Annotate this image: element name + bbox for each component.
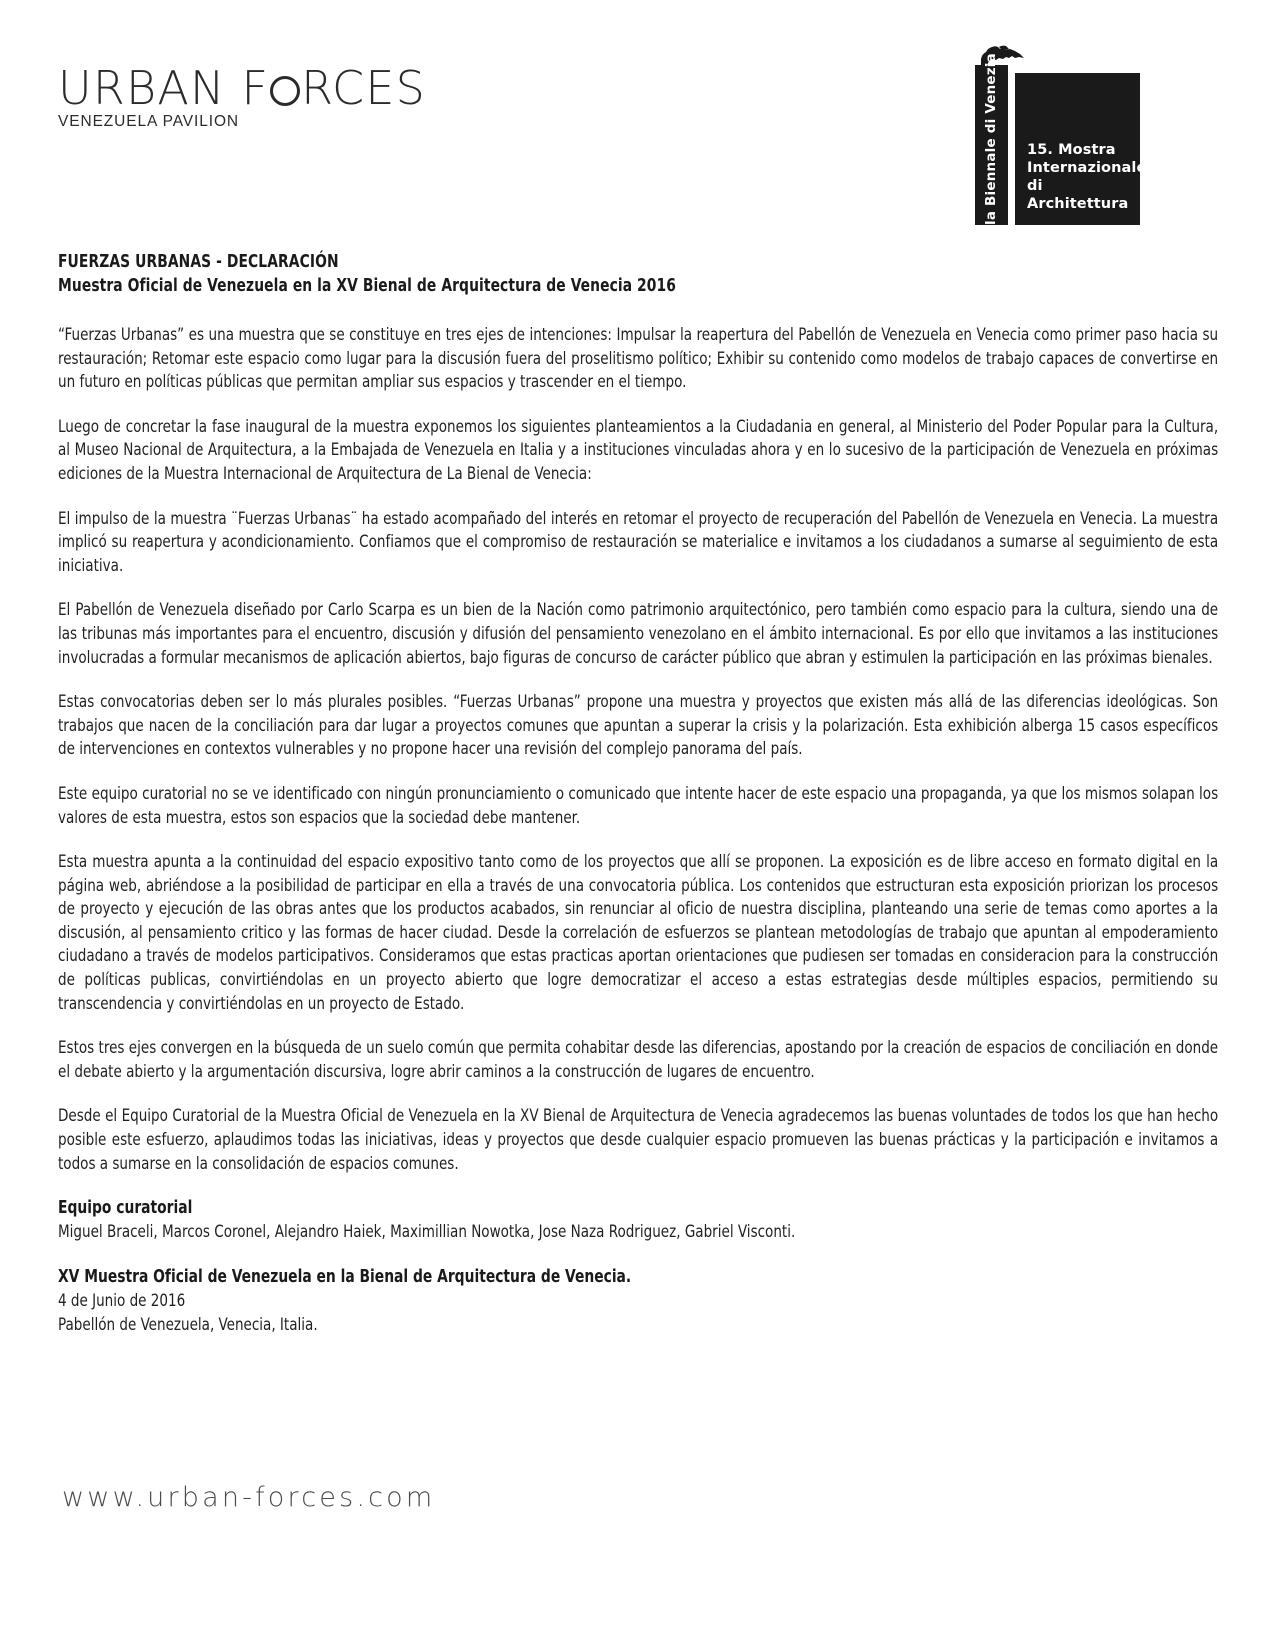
document-title: FUERZAS URBANAS - DECLARACIÓN [58,252,339,272]
document-body [58,250,1218,1337]
paragraph-7: Esta muestra apunta a la continuidad del espacio expositivo tanto como de los proyectos que allí se proponen. La exposición es de libre acceso en formato digital en la página web, abriéndose a la posibilidad de participar en ella a través de una convocatoria pública. Los contenidos que estructuran esta exposición priorizan los procesos de proyecto y ejecución de las obras antes que los productos acabados, sin renunciar al oficio de nuestra disciplina, planteando una serie de temas como aportes a la discusión, al pensamiento critico y las formas de hacer ciudad. Desde la correlación de esfuerzos se plantean metodologías de trabajo que apuntan al empoderamiento ciudadano a través de modelos participativos. Consideramos que estas practicas aportan orientaciones que pudiesen ser tomadas en consideracion para la construcción de políticas publicas, convirtiéndolas en un proyecto abierto que logre democratizar el acceso a estas estrategias desde múltiples espacios, permitiendo su transcendencia y convirtiéndolas en un proyecto de Estado. [58,852,1219,1014]
urban-forces-logo [58,61,478,131]
document-subtitle: Muestra Oficial de Venezuela en la XV Bienal de Arquitectura de Venecia 2016 [58,276,676,296]
page-footer [62,1482,662,1513]
event-heading: XV Muestra Oficial de Venezuela en la Bienal de Arquitectura de Venecia. [58,1267,632,1288]
website-url[interactable]: www.urban-forces.com [62,1482,436,1513]
paragraph-2: Luego de concretar la fase inaugural de la muestra exponemos los siguientes planteamientos a la Ciudadania en general, al Ministerio del Poder Popular para la Cultura, al Museo Nacional de Arquitectura, a la Embajada de Venezuela en Italia y a instituciones vinculadas ahora y en lo sucesivo de la participación de Venezuela en próximas ediciones de la Muestra Internacional de Arquitectura de La Bienal de Venecia: [58,416,1219,484]
biennale-spine-label: la Biennale di Venezia [983,53,999,225]
brand-title [58,61,478,115]
biennale-panel [1015,73,1147,225]
curatorial-team-names: Miguel Braceli, Marcos Coronel, Alejandro Haiek, Maximillian Nowotka, Jose Naza Rodriguez, Gabriel Visconti. [58,1221,796,1242]
event-location: Pabellón de Venezuela, Venecia, Italia. [58,1314,318,1335]
page-header [0,0,1275,248]
paragraph-8: Estos tres ejes convergen en la búsqueda de un suelo común que permita cohabitar desde las diferencias, apostando por la creación de espacios de conciliación en donde el debate abierto y la argumentación discursiva, logre abrir caminos a la construcción de lugares de encuentro. [58,1038,1219,1082]
paragraph-3: El impulso de la muestra ¨Fuerzas Urbanas¨ ha estado acompañado del interés en retomar el proyecto de recuperación del Pabellón de Venezuela en Venecia. La muestra implicó su reapertura y acondicionamiento. Confiamos que el compromiso de restauración se materialice e invitamos a los ciudadanos a sumarse al seguimiento de esta iniciativa. [58,508,1219,576]
paragraph-4: El Pabellón de Venezuela diseñado por Carlo Scarpa es un bien de la Nación como patrimonio arquitectónico, pero también como espacio para la cultura, siendo una de las tribunas más importantes para el encuentro, discusión y difusión del pensamiento venezolano en el ámbito internacional. Es por ello que invitamos a las instituciones involucradas a formular mecanismos de aplicación abiertos, bajo figuras de concurso de carácter público que abran y estimulen la participación en las próximas bienales. [58,600,1219,668]
biennale-line-2: Internazionale [1027,160,1147,176]
curatorial-team-heading: Equipo curatorial [58,1198,193,1219]
paragraph-6: Este equipo curatorial no se ve identificado con ningún pronunciamiento o comunicado que intente hacer de este espacio una propaganda, ya que los mismos solapan los valores de esta muestra, estos son espacios que la sociedad debe mantener. [58,783,1219,828]
biennale-line-1: 15. Mostra [1027,142,1116,158]
paragraph-1: “Fuerzas Urbanas” es una muestra que se constituye en tres ejes de intenciones: Impulsar la reapertura del Pabellón de Venezuela en Venecia como primer paso hacia su restauración; Retomar este espacio como lugar para la discusión fuera del proselitismo político; Exhibir su contenido como modelos de trabajo capaces de convertirse en un futuro en políticas públicas que permitan ampliar sus espacios y trascender en el tiempo. [58,325,1219,393]
brand-title-part2: RCES [301,61,426,115]
paragraph-5: Estas convocatorias deben ser lo más plurales posibles. “Fuerzas Urbanas” propone una muestra y proyectos que existen más allá de las diferencias ideológicas. Son trabajos que nacen de la conciliación para dar lugar a proyectos comunes que apuntan a superar la crisis y la polarización. Esta exhibición alberga 15 casos específicos de intervenciones en contextos vulnerables y no propone hacer una revisión del complejo panorama del país. [58,692,1219,760]
biennale-spine [975,53,1008,225]
brand-subtitle: VENEZUELA PAVILION [58,113,240,130]
biennale-panel-text [1027,141,1146,213]
brand-title-part1: URBAN F [58,61,270,115]
brand-o-ring-icon [270,76,300,106]
paragraph-9: Desde el Equipo Curatorial de la Muestra Oficial de Venezuela en la XV Bienal de Arquitectura de Venecia agradecemos las buenas voluntades de todos los que han hecho posible este esfuerzo, aplaudimos todas las iniciativas, ideas y proyectos que desde cualquier espacio promueven las buenas prácticas y la participación e invitamos a todos a sumarse en la consolidación de espacios comunes. [58,1106,1219,1174]
biennale-logo [975,45,1147,225]
biennale-line-3: di Architettura [1027,178,1129,212]
spacer [58,1244,1218,1266]
event-date: 4 de Junio de 2016 [58,1291,186,1311]
